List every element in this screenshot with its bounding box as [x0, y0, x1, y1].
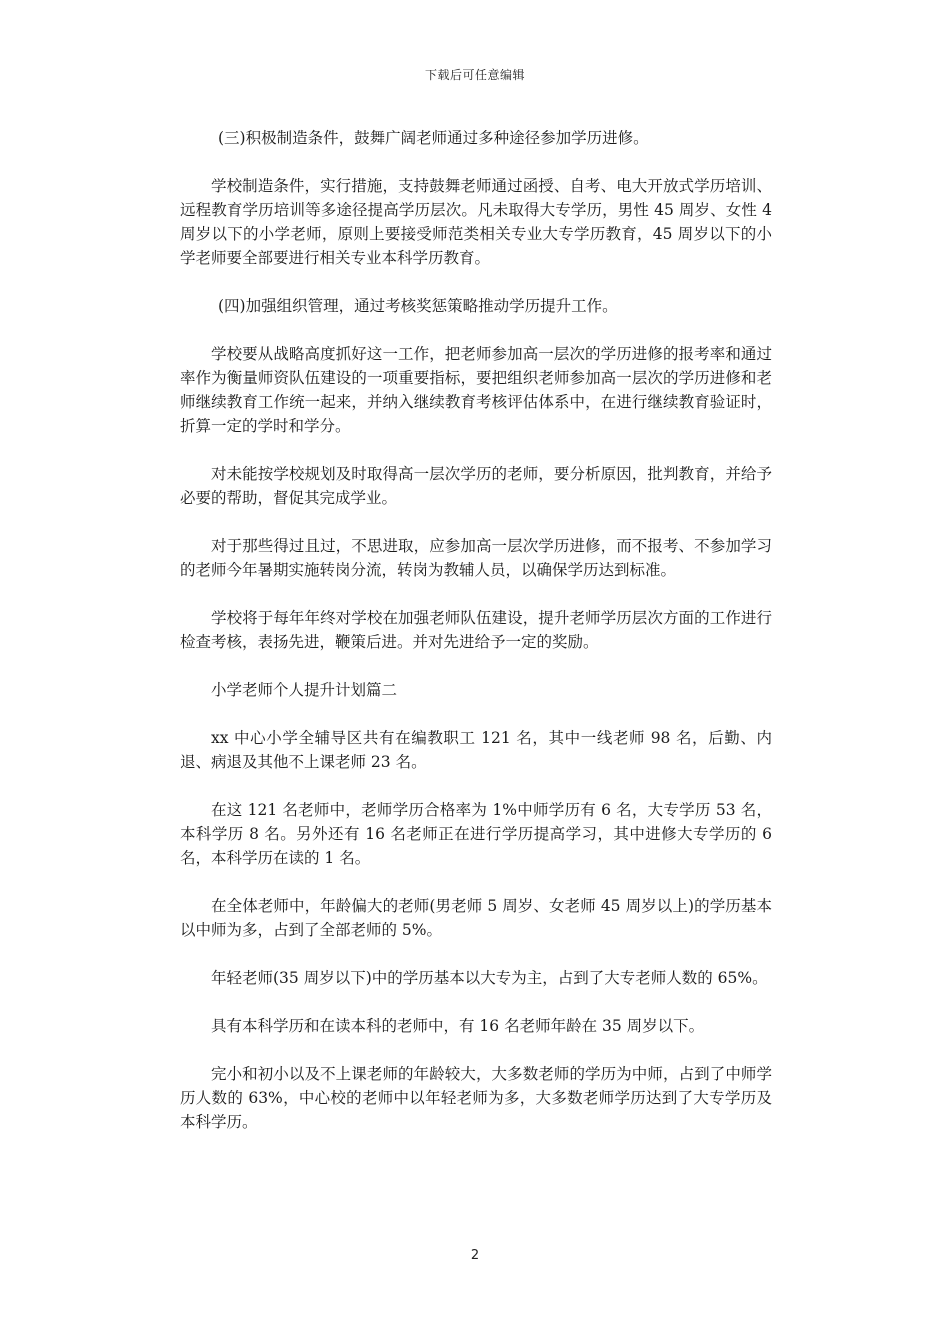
- body-paragraph: 在全体老师中，年龄偏大的老师(男老师 5 周岁、女老师 45 周岁以上)的学历基本以中师为多，占到了全部老师的 5%。: [180, 897, 772, 939]
- article-title: 小学老师个人提升计划篇二: [211, 681, 398, 699]
- body-paragraph: 年轻老师(35 周岁以下)中的学历基本以大专为主，占到了大专老师人数的 65%。: [211, 969, 768, 987]
- body-paragraph: 具有本科学历和在读本科的老师中，有 16 名老师年龄在 35 周岁以下。: [211, 1017, 705, 1035]
- document-body: [180, 126, 772, 1158]
- body-paragraph: 在这 121 名老师中，老师学历合格率为 1%中师学历有 6 名，大专学历 53 名，本科学历 8 名。另外还有 16 名老师正在进行学历提高学习，其中进修大专学历的 6 名，本科学历在读的 1 名。: [180, 801, 772, 867]
- body-paragraph: 对于那些得过且过，不思进取，应参加高一层次学历进修，而不报考、不参加学习的老师今年暑期实施转岗分流，转岗为教辅人员，以确保学历达到标准。: [180, 537, 772, 579]
- body-paragraph: 学校制造条件，实行措施，支持鼓舞老师通过函授、自考、电大开放式学历培训、远程教育学历培训等多途径提高学历层次。凡未取得大专学历，男性 45 周岁、女性 4 周岁以下的小学老师，原则上要接受师范类相关专业大专学历教育，45 周岁以下的小学老师要全部要进行相关专业本科学历教育。: [180, 177, 772, 267]
- section-heading-4: (四)加强组织管理，通过考核奖惩策略推动学历提升工作。: [218, 297, 618, 315]
- body-paragraph: xx 中心小学全辅导区共有在编教职工 121 名，其中一线老师 98 名，后勤、内退、病退及其他不上课老师 23 名。: [180, 729, 772, 771]
- page-header: 下载后可任意编辑: [424, 68, 525, 82]
- section-heading-3: (三)积极制造条件，鼓舞广阔老师通过多种途径参加学历进修。: [218, 129, 649, 147]
- page-number: 2: [470, 1248, 480, 1263]
- body-paragraph: 学校将于每年年终对学校在加强老师队伍建设，提升老师学历层次方面的工作进行检查考核，表扬先进，鞭策后进。并对先进给予一定的奖励。: [180, 609, 772, 651]
- body-paragraph: 完小和初小以及不上课老师的年龄较大，大多数老师的学历为中师，占到了中师学历人数的 63%，中心校的老师中以年轻老师为多，大多数老师学历达到了大专学历及本科学历。: [180, 1065, 772, 1131]
- body-paragraph: 对未能按学校规划及时取得高一层次学历的老师，要分析原因，批判教育，并给予必要的帮助，督促其完成学业。: [180, 465, 772, 507]
- body-paragraph: 学校要从战略高度抓好这一工作，把老师参加高一层次的学历进修的报考率和通过率作为衡量师资队伍建设的一项重要指标，要把组织老师参加高一层次的学历进修和老师继续教育工作统一起来，并纳入继续教育考核评估体系中，在进行继续教育验证时，折算一定的学时和学分。: [180, 345, 772, 435]
